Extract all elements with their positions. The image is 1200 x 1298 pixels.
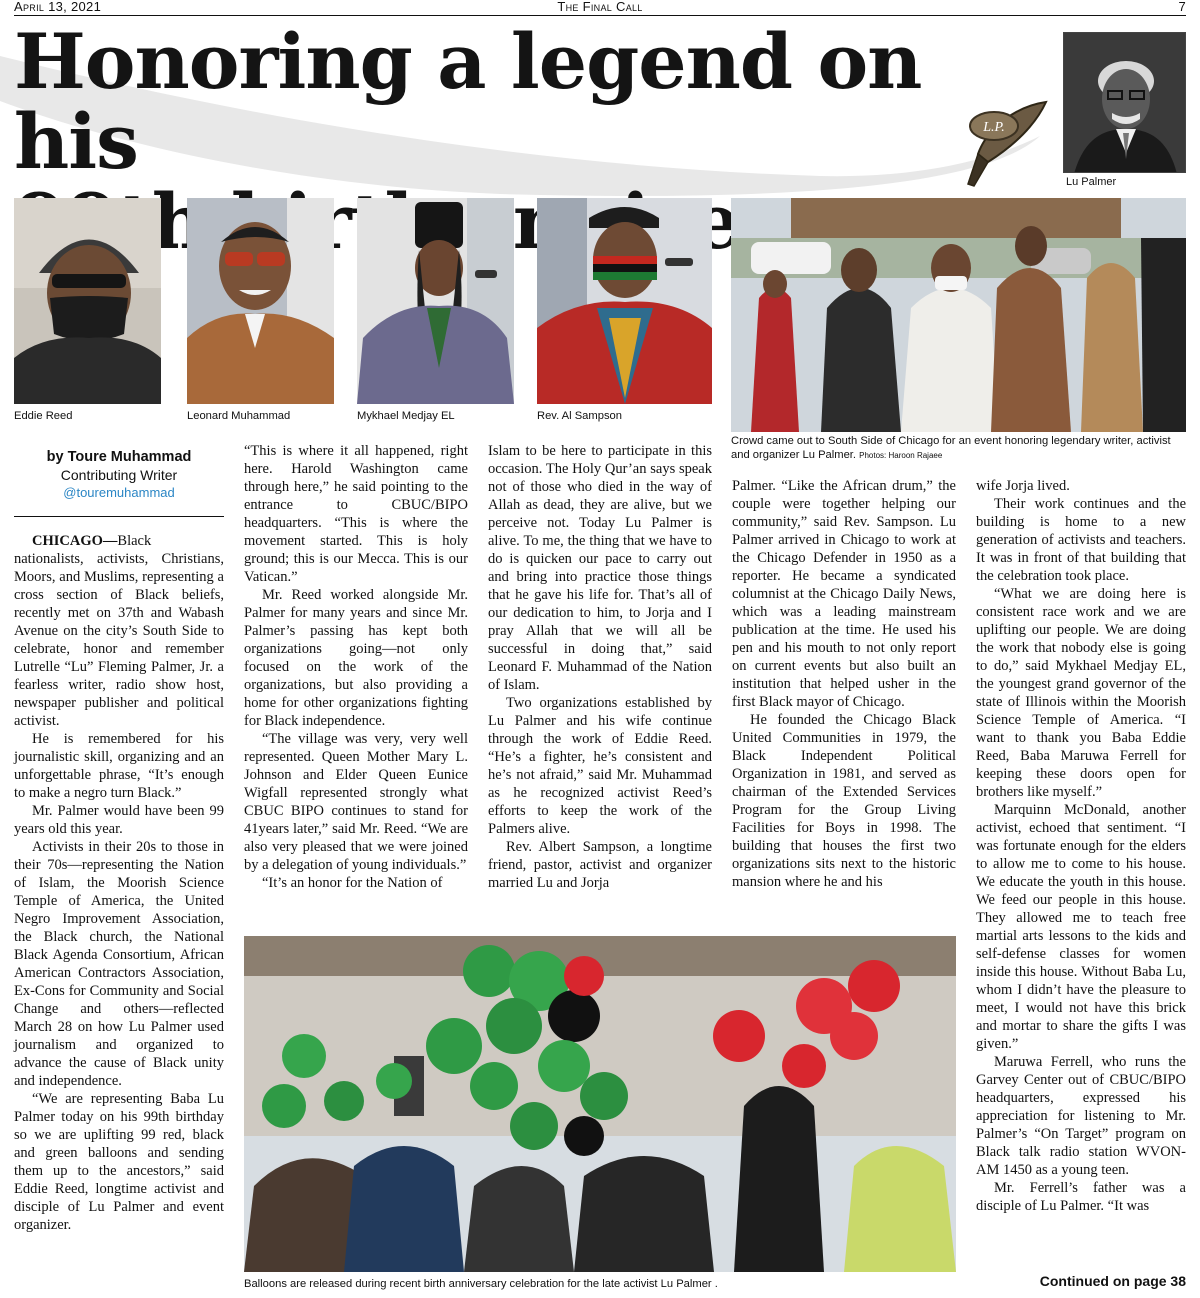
portrait-caption: Lu Palmer bbox=[1066, 176, 1117, 188]
headline-line-1: Honoring a legend on his bbox=[14, 17, 922, 186]
article-column-5 bbox=[976, 477, 1186, 1215]
article-column-4 bbox=[732, 477, 956, 891]
crowd-caption-text: Crowd came out to South Side of Chicago for an event honoring legendary writer, activist and organizer Lu Palmer. bbox=[731, 435, 1171, 461]
paragraph: “The village was very, very well represented. Queen Mother Mary L. Johnson and Elder Queen Eunice Wigfall represented strongly what CBUC BIPO continues to stand for 41years later,” said Mr. Reed. “We are also very pleased that we were joined by a delegation of young individuals.” bbox=[244, 731, 468, 873]
paragraph: Marquinn McDonald, another activist, echoed that sentiment. “I was fortunate enough for the elders to allow me to come to his house. We educate the youth in this house. We feed our people in this house. They allowed me to teach free martial arts lessons to the kids and self-defense classes for women inside this house. Without Baba Lu, whom I didn’t have the pleasure to meet, I would not have this brick and mortar to share the gifts I was given.” bbox=[976, 802, 1186, 1052]
page-number: 7 bbox=[1178, 0, 1186, 14]
continued-jump[interactable]: Continued on page 38 bbox=[1039, 1273, 1186, 1289]
paragraph: wife Jorja lived. bbox=[976, 478, 1070, 494]
paragraph: “This is where it all happened, right here. Harold Washington came through here,” he said pointing to the entrance to CBUC/BIPO headquarters. “This is where the movement started. This is holy ground; this is our Mecca. This is our Vatican.” bbox=[244, 443, 468, 585]
byline bbox=[14, 448, 224, 502]
article-column-2 bbox=[244, 442, 468, 892]
paragraph: Islam to be here to participate in this occasion. The Holy Qur’an says speak not of those who died in the way of Allah as dead, they are alive, but we perceive not. Today Lu Palmer is alive. To me, the thing that we have to do is quicken our pace to carry out and bring into practice those things that he gave his life for. That’s all of our dedication to him, to Jorja and I pray Allah that we will all be successful in doing that,” said Leonard F. Muhammad of the Nation of Islam. bbox=[488, 443, 712, 693]
photo-caption: Mykhael Medjay EL bbox=[357, 410, 455, 422]
photo-rev-al-sampson bbox=[537, 198, 712, 404]
paragraph: CHICAGO—Black nationalists, activists, Christians, Moors, and Muslims, representing a cross section of Black beliefs, recently met on 37th and Wabash Avenue on the city’s South Side to celebrate, honor and remember Lutrelle “Lu” Fleming Palmer, Jr. a fearless writer, radio show host, newspaper publisher and political activist. bbox=[14, 533, 224, 729]
paragraph: Rev. Albert Sampson, a longtime friend, pastor, activist and organizer married Lu and Jorja bbox=[488, 839, 712, 891]
photo-caption: Eddie Reed bbox=[14, 410, 73, 422]
headline-line-2: birth bbox=[231, 177, 439, 266]
paragraph: Two organizations established by Lu Palmer and his wife continue through the work of Eddie Reed. “He’s a fighter, he’s consistent and he’s not afraid,” said Mr. Muhammad as he recognized activist Reed’s efforts to keep the work of the Palmers alive. bbox=[488, 695, 712, 837]
dateline: CHICAGO— bbox=[32, 533, 118, 549]
crowd-photo-caption bbox=[731, 434, 1186, 463]
photo-balloon-release bbox=[244, 936, 956, 1272]
paragraph: He is remembered for his journalistic skill, organizing and an unforgettable phrase, “It’s enough to make a negro turn Black.” bbox=[14, 731, 224, 801]
author-role: Contributing Writer bbox=[60, 467, 178, 483]
photo-caption: Rev. Al Sampson bbox=[537, 410, 622, 422]
photo-credit: Photos: Haroon Rajaee bbox=[859, 451, 943, 460]
author-handle[interactable]: @touremuhammad bbox=[63, 485, 175, 500]
paragraph: Mr. Reed worked alongside Mr. Palmer for many years and since Mr. Palmer’s passing has kept both organizations going—not only focused on the work of the organizations, but also providing a home for other organizations fighting for Black independence. bbox=[244, 587, 468, 729]
author-name: by Toure Muhammad bbox=[46, 449, 192, 465]
paragraph: Maruwa Ferrell, who runs the Garvey Center out of CBUC/BIPO headquarters, expressed his appreciation for listening to Mr. Palmer’s “On Target” program on Black talk radio station WVON-AM 1450 as a young teen. bbox=[976, 1054, 1186, 1178]
photo-caption: Leonard Muhammad bbox=[187, 410, 291, 422]
photo-leonard-muhammad bbox=[187, 198, 334, 404]
article-column-3 bbox=[488, 442, 712, 892]
paragraph: “It’s an honor for the Nation of bbox=[262, 875, 443, 891]
emblem-initials: L.P. bbox=[983, 120, 1005, 135]
photo-crowd bbox=[731, 198, 1186, 432]
paragraph: Activists in their 20s to those in their 70s—representing the Nation of Islam, the Moorish Science Temple of America, the United Negro Improvement Association, the Black church, the National Black Agenda Consortium, African American Contractors Association, Ex-Cons for Community and Social Change and others—reflected March 28 on how Lu Palmer used journalism and organized to advance the cause of Black unity and independence. bbox=[14, 839, 224, 1089]
photo-eddie-reed bbox=[14, 198, 161, 404]
masthead bbox=[14, 0, 1186, 16]
issue-date: April 13, 2021 bbox=[14, 0, 102, 14]
article-column-1 bbox=[14, 532, 224, 1234]
paragraph: Mr. Ferrell’s father was a disciple of Lu Palmer. “It was bbox=[976, 1180, 1186, 1214]
paragraph: Their work continues and the building is home to a new generation of activists and teachers. It was in front of that building that the celebration took place. bbox=[976, 496, 1186, 584]
byline-divider bbox=[14, 516, 224, 517]
paragraph: He founded the Chicago Black United Communities in 1979, the Black Independent Political Organization in 1981, and served as chairman of the Extended Services Program for the Group Living Facilities for Boys in 1998. The building that houses the first two organizations sits next to the historic mansion where he and his bbox=[732, 712, 956, 890]
balloon-photo-caption: Balloons are released during recent birth anniversary celebration for the late activist Lu Palmer . bbox=[244, 1278, 718, 1290]
newspaper-name: The Final Call bbox=[557, 0, 643, 14]
paragraph: “What we are doing here is consistent race work and we are uplifting our people. We are doing the work that nobody else is going to do,” said Mykhael Medjay EL, the youngest grand governor of the state of Illinois within the Moorish Science Temple of America. “I want to thank you Baba Eddie Reed, Baba Maruwa Ferrell for keeping these doors open for brothers like myself.” bbox=[976, 586, 1186, 800]
paragraph: “We are representing Baba Lu Palmer today on his 99th birthday so we are uplifting 99 red, black and green balloons and sending them up to the ancestors,” said Eddie Reed, longtime activist and disciple of Lu Palmer and event organizer. bbox=[14, 1091, 224, 1233]
paragraph: Palmer. “Like the African drum,” the couple were together helping our community,” said Rev. Sampson. Lu Palmer arrived in Chicago to work at the Chicago Defender in 1950 as a reporter. He became a syndicated columnist at the Chicago Daily News, which was a leading mainstream publication at the time. He used his pen and his mouth to not only report on current events but also built an institution that helped usher in the first Black mayor of Chicago. bbox=[732, 478, 956, 710]
photo-mykhael-medjay-el bbox=[357, 198, 514, 404]
paragraph: Mr. Palmer would have been 99 years old this year. bbox=[14, 803, 224, 837]
lu-palmer-portrait bbox=[1063, 32, 1186, 173]
quill-pen-icon bbox=[958, 96, 1054, 192]
